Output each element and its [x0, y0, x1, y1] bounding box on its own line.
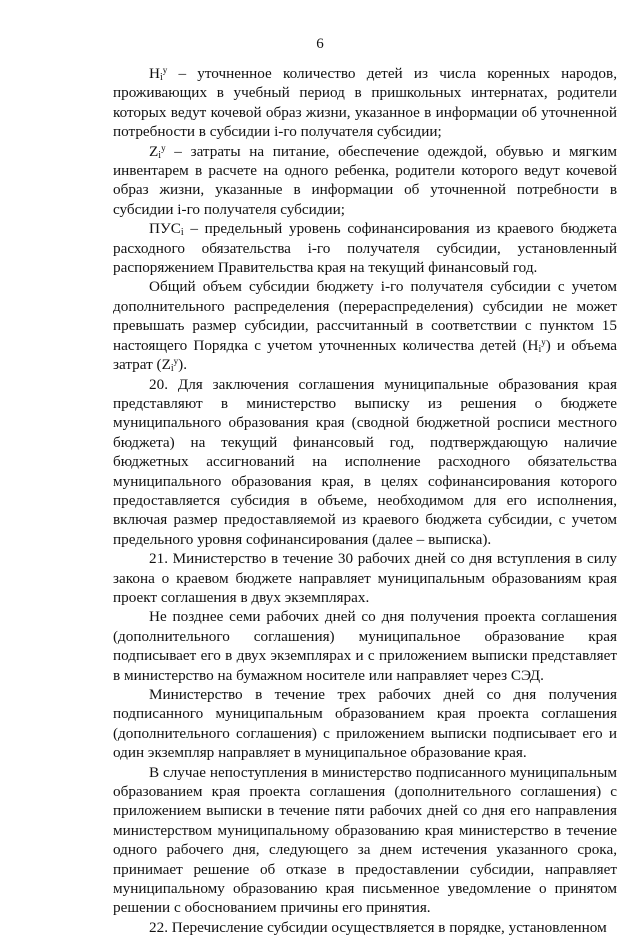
definition-h-text: – уточненное количество детей из числа коренных народов, проживающих в учебный период в пришкольных интернатах, родители которых ведут кочевой образ жизни, указанное в информации об уточненной потребности в субсидии i-го получателя субсидии; [113, 65, 617, 141]
signing-deadline-paragraph: Не позднее семи рабочих дней со дня получения проекта соглашения (дополнительного соглашения) муниципальное образование края подписывает его в двух экземплярах и с приложением выписки представляет в министерство на бумажном носителе или направляет через СЭД. [113, 608, 617, 684]
symbol-h: H [149, 65, 160, 82]
symbol-z-superscript: y [161, 142, 166, 153]
definition-pus-text: – предельный уровень софинансирования из краевого бюджета расходного обязательства i-го получателя субсидии, установленный распоряжением Правительства края на текущий финансовый год. [113, 220, 617, 277]
total-subsidy-z-subscript: i [170, 363, 174, 375]
ministry-signing-paragraph: Министерство в течение трех рабочих дней со дня получения подписанного муниципальным образованием края проекта соглашения (дополнительного соглашения) с приложением выписки подписывает его и один экземпляр направляет в муниципальное образование края. [113, 686, 617, 762]
clause-22-paragraph: 22. Перечисление субсидии осуществляется в порядке, установленном [149, 918, 607, 936]
non-receipt-paragraph: В случае непоступления в министерство подписанного муниципальным образованием края проекта соглашения (дополнительного соглашения) с приложением выписки в течение пяти рабочих дней со дня его направления министерством муниципальному образованию края министерство в течение одного рабочего дня, следующего за днем истечения указанного срока, принимает решение об отказе в предоставлении субсидии, направляет муниципальному образованию края письменное уведомление о принятом решении с обоснованием причины его принятия. [113, 763, 617, 917]
symbol-pus: ПУС [149, 220, 181, 238]
symbol-pus-subscript: i [180, 227, 184, 239]
page-number: 6 [316, 36, 324, 52]
clause-20-paragraph: 20. Для заключения соглашения муниципальные образования края представляют в министерство выписку из решения о бюджете муниципального образования края (сводной бюджетной росписи местного бюджета) на текущий финансовый год, подтверждающую наличие бюджетных ассигнований на исполнение расходного обязательства муниципального образования края, в целях софинансирования которого предоставляется субсидия в объеме, необходимом для его исполнения, включая размер предоставляемой из краевого бюджета субсидии, с учетом предельного уровня софинансирования (далее – выписка). [113, 375, 617, 548]
symbol-z-subscript: i [158, 149, 162, 161]
definition-z-text: – затраты на питание, обеспечение одеждой, обувью и мягким инвентарем в расчете на одного ребенка, родители которого ведут кочевой образ жизни, указанные в информации об уточненной потребности в субсидии i-го получателя субсидии; [113, 142, 617, 218]
total-subsidy-paragraph [113, 277, 617, 374]
total-subsidy-h-subscript: i [538, 343, 542, 355]
definition-h-paragraph [113, 64, 617, 142]
document-body [113, 64, 617, 937]
clause-21-paragraph: 21. Министерство в течение 30 рабочих дней со дня вступления в силу закона о краевом бюджете направляет муниципальным образованиям края проект соглашения в двух экземплярах. [113, 550, 617, 606]
symbol-z: Z [149, 142, 159, 160]
total-subsidy-z-superscript: y [173, 356, 179, 367]
symbol-h-superscript: y [162, 65, 168, 76]
total-subsidy-text-b: ) и объема затрат (Z [113, 336, 617, 374]
total-subsidy-text-c: ). [178, 356, 188, 374]
definition-pus-paragraph [113, 219, 617, 277]
definition-z-paragraph [113, 142, 617, 220]
total-subsidy-h-superscript: y [541, 336, 546, 347]
symbol-h-subscript: i [159, 72, 163, 83]
total-subsidy-text-a: Общий объем субсидии бюджету i-го получателя субсидии с учетом дополнительного распределения (перераспределения) субсидии не может превышать размер субсидии, рассчитанный в соответствии с пунктом 15 настоящего Порядка с учетом уточненных количества детей (H [113, 278, 617, 354]
